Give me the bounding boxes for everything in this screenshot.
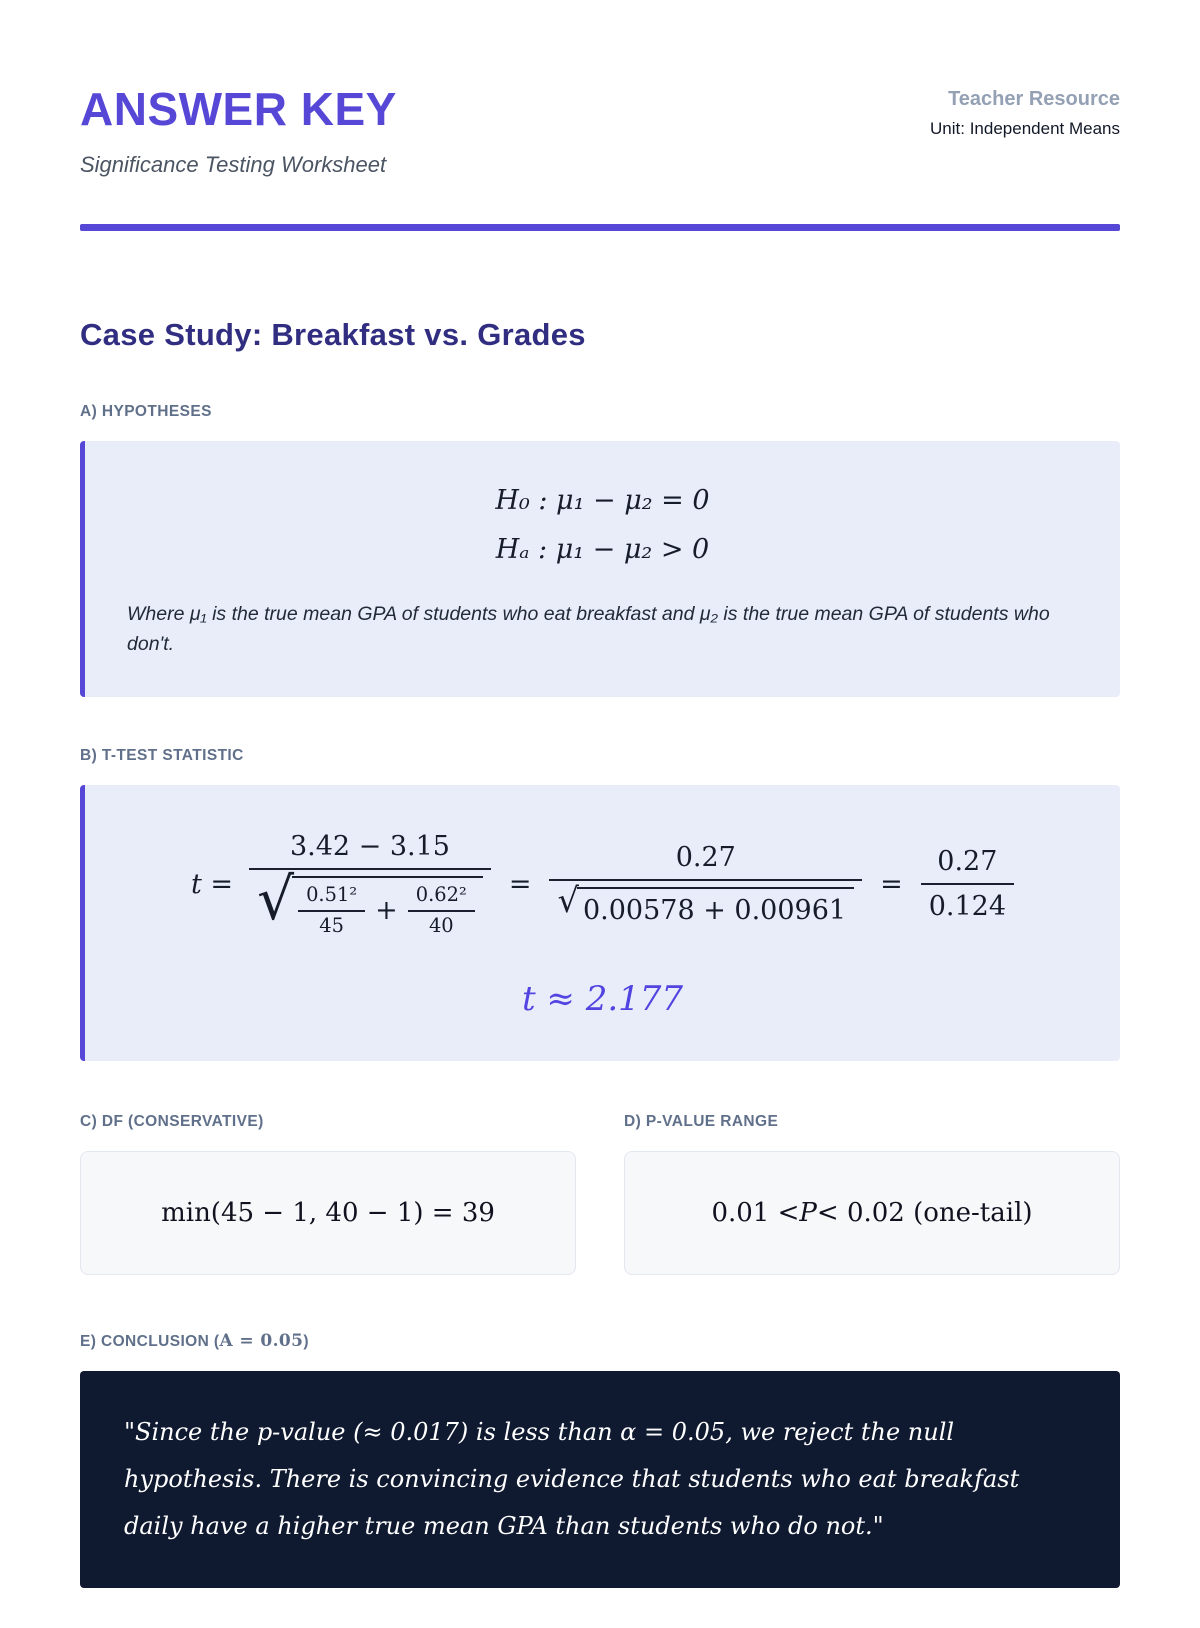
alternative-hypothesis: Hₐ : μ₁ − μ₂ > 0 — [495, 534, 710, 565]
equals-operator: = — [880, 868, 903, 900]
radicand — [292, 876, 483, 937]
fraction-1 — [249, 831, 491, 937]
unit-label: Unit: Independent Means — [930, 119, 1120, 138]
fraction-3 — [921, 846, 1014, 922]
radical-expression — [557, 881, 854, 927]
fraction-3-numerator: 0.27 — [937, 846, 998, 878]
fraction-2-numerator: 0.27 — [675, 842, 736, 874]
plus-operator: + — [375, 895, 398, 927]
fraction-3-denominator: 0.124 — [928, 891, 1006, 923]
section-c-label: C) DF (CONSERVATIVE) — [80, 1113, 264, 1131]
fraction-bar — [408, 910, 475, 912]
tstat-equation — [123, 821, 1082, 941]
null-hypothesis: H₀ : μ₁ − μ₂ = 0 — [495, 485, 710, 516]
variance-1-denominator: 45 — [319, 913, 344, 937]
pvalue-variable: P — [799, 1198, 817, 1229]
conclusion-text: "Since the p-value (≈ 0.017) is less than α = 0.05, we reject the null hypothesis. There is convincing evidence that students who eat breakfast daily have a higher true mean GPA than students who do not." — [124, 1418, 1020, 1540]
tstat-box — [80, 785, 1120, 1061]
variance-2-denominator: 40 — [428, 913, 454, 937]
fraction-1-numerator: 3.42 − 3.15 — [289, 831, 450, 863]
conclusion-panel — [80, 1371, 1120, 1587]
fraction-bar — [921, 883, 1014, 885]
pvalue-range-box — [624, 1151, 1120, 1275]
section-e-label-suffix: ) — [303, 1333, 309, 1351]
variance-1-numerator: 0.51² — [306, 883, 358, 907]
alpha-level: A = 0.05 — [219, 1331, 304, 1352]
section-d-label: D) P-VALUE RANGE — [624, 1113, 779, 1131]
fraction-bar — [549, 879, 862, 881]
hypotheses-box — [80, 441, 1120, 697]
df-value: min(45 − 1, 40 − 1) = 39 — [161, 1198, 495, 1229]
variance-fraction-2 — [408, 884, 475, 937]
section-e-label-prefix: E) CONCLUSION ( — [80, 1333, 220, 1351]
page-subtitle: Significance Testing Worksheet — [80, 152, 387, 177]
radical-sign-icon: √ — [557, 881, 579, 921]
page-title: ANSWER KEY — [80, 83, 397, 135]
df-value-box — [80, 1151, 576, 1275]
radicand: 0.00578 + 0.00961 — [577, 887, 854, 926]
header-right — [930, 82, 1120, 139]
fraction-bar — [298, 910, 365, 912]
cd-columns — [80, 1063, 1120, 1275]
hypotheses-note: Where μ₁ is the true mean GPA of students who eat breakfast and μ₂ is the true mean GPA of students who don't. — [127, 603, 1050, 656]
section-b-label: B) T-TEST STATISTIC — [80, 747, 244, 765]
pvalue-pre: 0.01 < — [711, 1198, 800, 1229]
header — [80, 82, 1120, 178]
fraction-2 — [549, 842, 862, 926]
divider-rule — [80, 224, 1120, 231]
section-a-label: A) HYPOTHESES — [80, 403, 212, 420]
radical-sign-icon: √ — [257, 865, 295, 934]
resource-label: Teacher Resource — [948, 88, 1120, 110]
section-e-label — [80, 1331, 1120, 1351]
fraction-1-denominator — [249, 865, 491, 937]
variance-fraction-1 — [298, 884, 365, 937]
case-study-title: Case Study: Breakfast vs. Grades — [80, 317, 586, 352]
tstat-result: t ≈ 2.177 — [521, 979, 684, 1020]
pvalue-post: < 0.02 (one-tail) — [816, 1198, 1033, 1229]
radical-expression — [257, 865, 483, 937]
equals-operator: = — [508, 868, 532, 900]
fraction-2-denominator — [549, 881, 862, 927]
section-d — [624, 1063, 1120, 1275]
header-left — [80, 82, 397, 178]
section-c — [80, 1063, 576, 1275]
variance-2-numerator: 0.62² — [415, 883, 467, 907]
t-equals: t = — [191, 868, 234, 900]
